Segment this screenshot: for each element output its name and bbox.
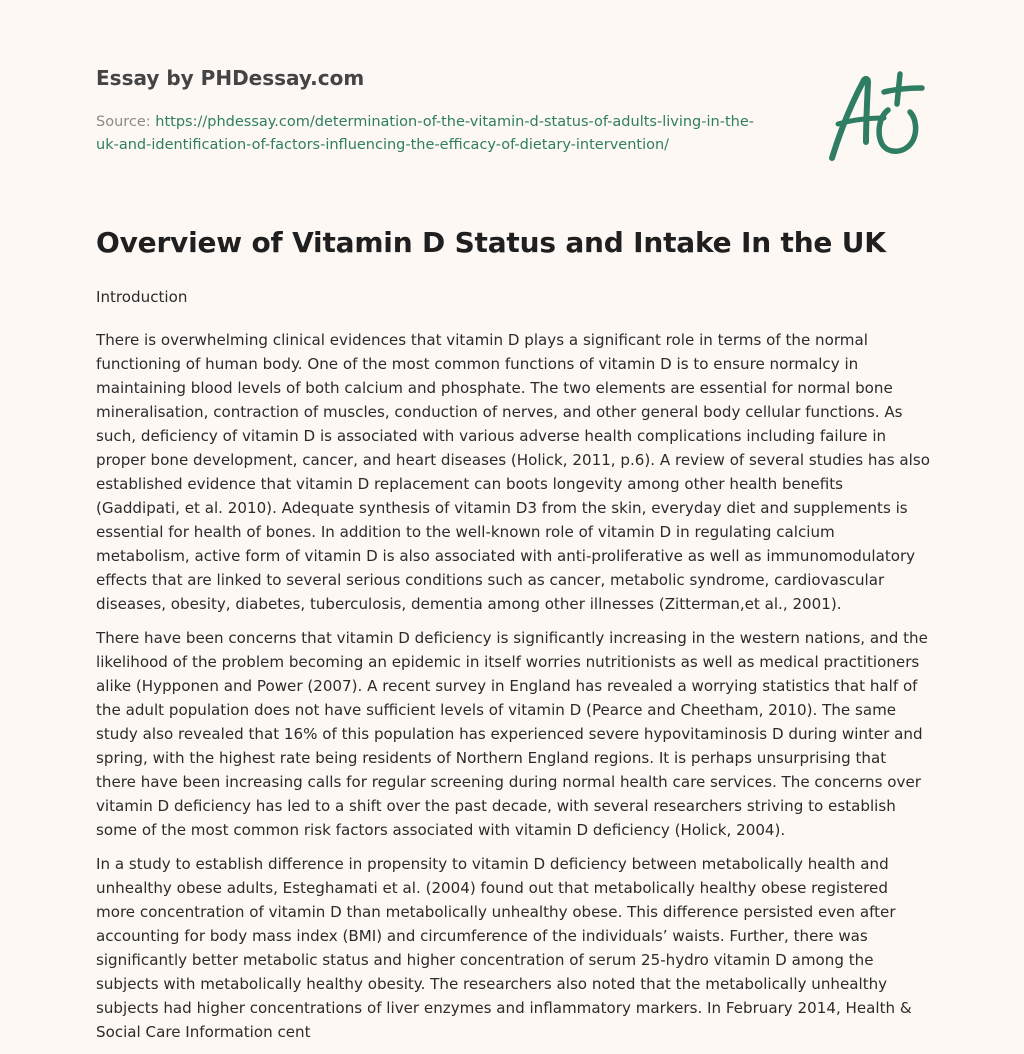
site-brand: Essay by PHDessay.com [96,66,365,90]
article-title: Overview of Vitamin D Status and Intake In the UK [96,226,886,259]
source-label: Source: [96,114,156,130]
article-body [96,285,930,1054]
paragraph: In a study to establish difference in propensity to vitamin D deficiency between metabolically health and unhealthy obese adults, Esteghamati et al. (2004) found out that metabolically healthy obese registered more concentration of vitamin D than metabolically unhealthy obese. This difference persisted even after accounting for body mass index (BMI) and circumference of the individuals’ waists. Further, there was significantly better metabolic status and higher concentration of serum 25-hydro vitamin D among the subjects with metabolically healthy obesity. The researchers also noted that the metabolically unhealthy subjects had higher concentrations of liver enzymes and inflammatory markers. In February 2014, Health & Social Care Information cent [96,855,912,1041]
paragraph: There have been concerns that vitamin D deficiency is significantly increasing in the western nations, and the likelihood of the problem becoming an epidemic in itself worries nutritionists as well as medical practitioners alike (Hypponen and Power (2007). A recent survey in England has revealed a worrying statistics that half of the adult population does not have sufficient levels of vitamin D (Pearce and Cheetham, 2010). The same study also revealed that 16% of this population has experienced severe hypovitaminosis D during winter and spring, with the highest rate being residents of Northern England regions. It is perhaps unsurprising that there have been increasing calls for regular screening during normal health care services. The concerns over vitamin D deficiency has led to a shift over the past decade, with several researchers striving to establish some of the most common risk factors associated with vitamin D deficiency (Holick, 2004). [96,629,928,839]
source-link[interactable]: https://phdessay.com/determination-of-the-vitamin-d-status-of-adults-living-in-the-uk-and-identification-of-factors-influencing-the-efficacy-of-dietary-intervention/ [96,114,754,153]
paragraph: There is overwhelming clinical evidences that vitamin D plays a significant role in terms of the normal functioning of human body. One of the most common functions of vitamin D is to ensure normalcy in maintaining blood levels of both calcium and phosphate. The two elements are essential for normal bone mineralisation, contraction of muscles, conduction of nerves, and other general body cellular functions. As such, deficiency of vitamin D is associated with various adverse health complications including failure in proper bone development, cancer, and heart diseases (Holick, 2011, p.6). A review of several studies has also established evidence that vitamin D replacement can boots longevity among other health benefits (Gaddipati, et al. 2010). Adequate synthesis of vitamin D3 from the skin, everyday diet and supplements is essential for health of bones. In addition to the well-known role of vitamin D in regulating calcium metabolism, active form of vitamin D is also associated with anti-proliferative as well as immunomodulatory effects that are linked to several serious conditions such as cancer, metabolic syndrome, cardiovascular diseases, obesity, diabetes, tuberculosis, dementia among other illnesses (Zitterman,et al., 2001). [96,331,930,613]
section-label: Introduction [96,288,188,306]
source-line [96,111,776,157]
a-plus-grade-logo-icon [826,70,926,162]
